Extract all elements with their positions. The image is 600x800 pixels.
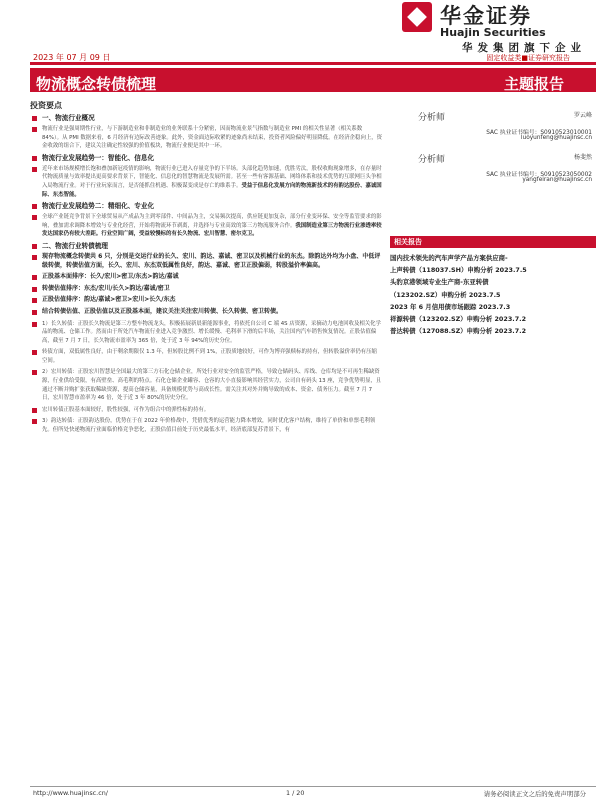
paragraph-text: 物流行业是强周期性行业，与下游制造业和非制造业的业务联系十分紧密，因而物流业景气指数与制造业 PMI 的相关性显著（相关系数 84%）。从 PMI 数据来看，6 月经济有边际改善迹象。此外，资金面边际收紧的迹象尚未结束，投资者风险偏好明显降低。在经济企稳向上，资金收敛的组合下，建议关注确定性较强的价值板块，物流行业便是其中一环。 (42, 126, 383, 150)
highlight-text: 正股估值排序：韵达/嘉诚>密卫>宏川>长久/东杰 (42, 296, 176, 304)
bullet-square-icon (32, 419, 37, 424)
analyst-role: 分析师 (418, 155, 446, 165)
subsection-heading-text: 一、物流行业概况 (42, 114, 95, 122)
body-paragraph (30, 406, 382, 415)
subsection-heading-text: 物流行业发展趋势一：智能化、信息化 (42, 153, 155, 162)
sections-container (30, 114, 382, 435)
bullet-square-icon (32, 298, 37, 303)
body-paragraph (30, 417, 382, 434)
bullet-square-icon (32, 244, 37, 249)
bullet-square-icon (32, 370, 37, 375)
report-category: 固定收益类■证券研究报告 (486, 54, 570, 62)
bullet-square-icon (32, 116, 37, 121)
related-report-link[interactable]: 普达转债（127088.SZ）申购分析 2023.7.2 (390, 327, 527, 336)
bullet-square-icon (32, 215, 37, 220)
highlight-text: 正股基本面排序：长久/宏川>密卫/东杰>韵达/嘉诚 (42, 273, 179, 281)
highlight-point (30, 296, 382, 305)
logo-english-name: Huajin Securities (440, 26, 546, 39)
related-report-link[interactable]: 头豹京港领域专业生产商-东亚转债 (390, 278, 489, 287)
subsection-heading (30, 242, 382, 251)
paragraph-emphasis: 受益于信息化发展方向的物流新技术的有韵达股份、嘉诚国际、东杰智能。 (42, 182, 382, 198)
header-divider (30, 62, 596, 65)
paragraph-text: 全球产业链竞争背景下全球贸易从产成品为主到零部件、中间品为主，交易频次提高，供应链更加复杂，部分行业变环保、安全等监管要求的影响，叠加需求调降本增效与专业化经营，开始将物流环节剥离，并选择与专业高效的第三方物流服务合作。我国制造业第三方物流行业渗透率较发达国家仍有较大差距。行业空间广阔，受益较慢标的有长久物流、宏川智慧、密尔克卫。 (42, 214, 382, 238)
bullet-square-icon (32, 156, 37, 161)
analyst-name: 杨斐然 (573, 154, 592, 161)
bullet-square-icon (32, 167, 37, 172)
bullet-square-icon (32, 255, 37, 260)
related-report-link[interactable]: 国内技术领先的汽车声学产品方案供应商- (390, 254, 508, 262)
subsection-heading-text: 二、物流行业转债梳理 (42, 241, 108, 250)
body-paragraph (30, 125, 382, 151)
disclaimer-note: 请务必阅读正文之后的免责声明部分 (483, 790, 586, 798)
body-paragraph (30, 320, 382, 346)
paragraph-text: 宏川转债正股基本面较好，股性较强，可作为组合中的弹性标的持有。 (42, 406, 210, 413)
subsection-heading (30, 114, 382, 123)
analyst-role: 分析师 (418, 113, 446, 123)
bullet-square-icon (32, 204, 37, 209)
related-report-link[interactable]: 2023 年 6 月信用债市场跟踪 2023.7.3 (390, 302, 511, 311)
report-date: 2023 年 07 月 09 日 (33, 53, 111, 62)
footer-divider (30, 786, 596, 787)
body-paragraph (30, 368, 382, 402)
highlight-text: 结合转债估值、正股估值以及正股基本面，建议关注关注宏川转债、长久转债、密卫转债。 (42, 307, 283, 315)
subsection-heading (30, 154, 382, 163)
bullet-square-icon (32, 275, 37, 280)
paragraph-emphasis: 我国制造业第三方物流行业渗透率较发达国家仍有较大差距。行业空间广阔，受益较慢标的有长久物流、宏川智慧、密尔克卫。 (42, 222, 382, 238)
paragraph-text: 1）长久转债：正股长久物流是第三方整车物流龙头，积极拓展新晨新能源事业，将依托自公司 C 端 4S 店资源，采摘动力电池回收及相关化学品的物流、仓储工作。然而由于所处汽车物流行业进入竞争激烈、增长缓慢、毛利率下滑的后半场，关注国内汽车销售恢复情况。正股估值偏高，截至 7 月 7 日，长久物流市盈率为 365 倍，处于近 3 年 94%的历史分位。 (42, 320, 381, 344)
paragraph-text: 近年来市场规模增长饱和叠加新冠疫情的影响，物流行业已进入存量竞争的下半场。头部化趋势加速，优胜劣汰，股权收购现象增多，在存量时代物流质量与效率提出更高要求背景下，智能化、信息化的智慧物流是发展所需。甚至一些有客源基础、网络体系和技术优势的互联网巨头争相入局物流行业。对于行业玩家而言，是否能抓住机遇、积极谋变成是存亡的维系手。受益于信息化发展方向的物流新技术的有韵达股份、嘉诚国际、东杰智能。 (42, 165, 382, 198)
body-paragraph (30, 165, 382, 199)
highlight-point (30, 253, 382, 270)
analyst-cert: SAC 执业证书编号：S0910523010001 (486, 130, 592, 136)
subsection-heading (30, 202, 382, 211)
analyst-email[interactable]: yangfeiran@huajinsc.cn (522, 177, 592, 183)
page-title: 物流概念转债梳理 (36, 75, 157, 93)
bullet-square-icon (32, 310, 37, 315)
bullet-square-icon (32, 350, 37, 355)
analyst-email[interactable]: luoyunfeng@huajinsc.cn (520, 135, 592, 141)
page-number: 1 / 20 (286, 789, 305, 797)
bullet-square-icon (32, 287, 37, 292)
related-report-link[interactable]: 上声转债（118037.SH）申购分析 2023.7.5 (390, 266, 527, 275)
paragraph-text: 转债方面，双低属性良好，由于剩余期限仅 1.3 年，但转股比例不到 1%，正股质地较好，可作为博弈强赎标的持有，但转股溢价率仍有压缩空间。 (42, 349, 377, 364)
highlight-point (30, 273, 382, 282)
highlight-text: 转债估值排序：东杰/宏川/长久>韵达/嘉诚/密卫 (42, 284, 170, 292)
logo (402, 2, 592, 39)
subsection-heading-text: 物流行业发展趋势二：精细化、专业化 (42, 202, 155, 211)
bullet-square-icon (32, 408, 37, 413)
logo-mark-icon (402, 2, 432, 32)
related-report-link[interactable]: 祥源转债（123202.SZ）申购分析 2023.7.2 (390, 315, 527, 324)
analyst-card (390, 152, 596, 186)
section-heading: 投资要点 (30, 101, 62, 110)
main-content (30, 100, 382, 438)
analyst-cert: SAC 执业证书编号：S0910523050002 (486, 172, 592, 178)
body-paragraph (30, 348, 382, 365)
analyst-name: 罗云峰 (573, 112, 592, 119)
related-reports-title: 相关报告 (394, 238, 422, 246)
bullet-square-icon (32, 322, 37, 327)
related-report-link[interactable]: （123202.SZ）申购分析 2023.7.5 (390, 290, 501, 299)
body-paragraph (30, 213, 382, 239)
highlight-point (30, 308, 382, 317)
group-tagline: 华发集团旗下企业 (462, 42, 586, 54)
related-reports-list (390, 252, 596, 337)
logo-chinese-name: 华金证券 (440, 4, 532, 28)
highlight-point (30, 285, 382, 294)
report-type: 主题报告 (503, 75, 564, 93)
paragraph-text: 2）宏川转债：正股宏川智慧是全国最大的第三方石化仓储企业，所处行业对安全的监管严格，导致仓储码头、库线、仓库均是不可再生稀缺资源，行业供给受限，有高壁垒、高毛利的特点。石化仓储企业罐容、仓容的大小直接影响其经营实力，公司自有码头 13 座，竞争优势明显，且通过不断并购扩张获取稀缺资源，提高仓储容量，具备规模优势与高成长性。需关注其对外并购导致的成本、资金、债务压力。截至 7 月 7 日，宏川智慧市盈率为 46 倍，处于近 3 年 80%的历史分位。 (42, 369, 382, 402)
bullet-square-icon (32, 127, 37, 132)
highlight-text: 现存物流概念转债共 6 只，分别是交运行业的长久、宏川、韵达、嘉诚、密卫以及机械行业的东杰。除韵达外均为小盘、中低评级转债，转债估值方面，长久、宏川、东杰双低属性良好，韵达、嘉诚、密卫正股偏弱，转股溢价率偏高。 (42, 252, 381, 269)
analyst-card (390, 110, 596, 144)
footer-website[interactable]: http://www.huajinsc.cn/ (33, 789, 108, 797)
paragraph-text: 3）韵达转债：正股韵达股份，优势在于在 2022 年价格战中，凭借优秀的运营能力降本增效，同时优化客户结构，维持了单价和单票毛利领先。但所处快递物流行业面临价格竞争恶化，正股估值目前处于历史最低水平，经济底部复苏背景下，有 (42, 418, 376, 434)
